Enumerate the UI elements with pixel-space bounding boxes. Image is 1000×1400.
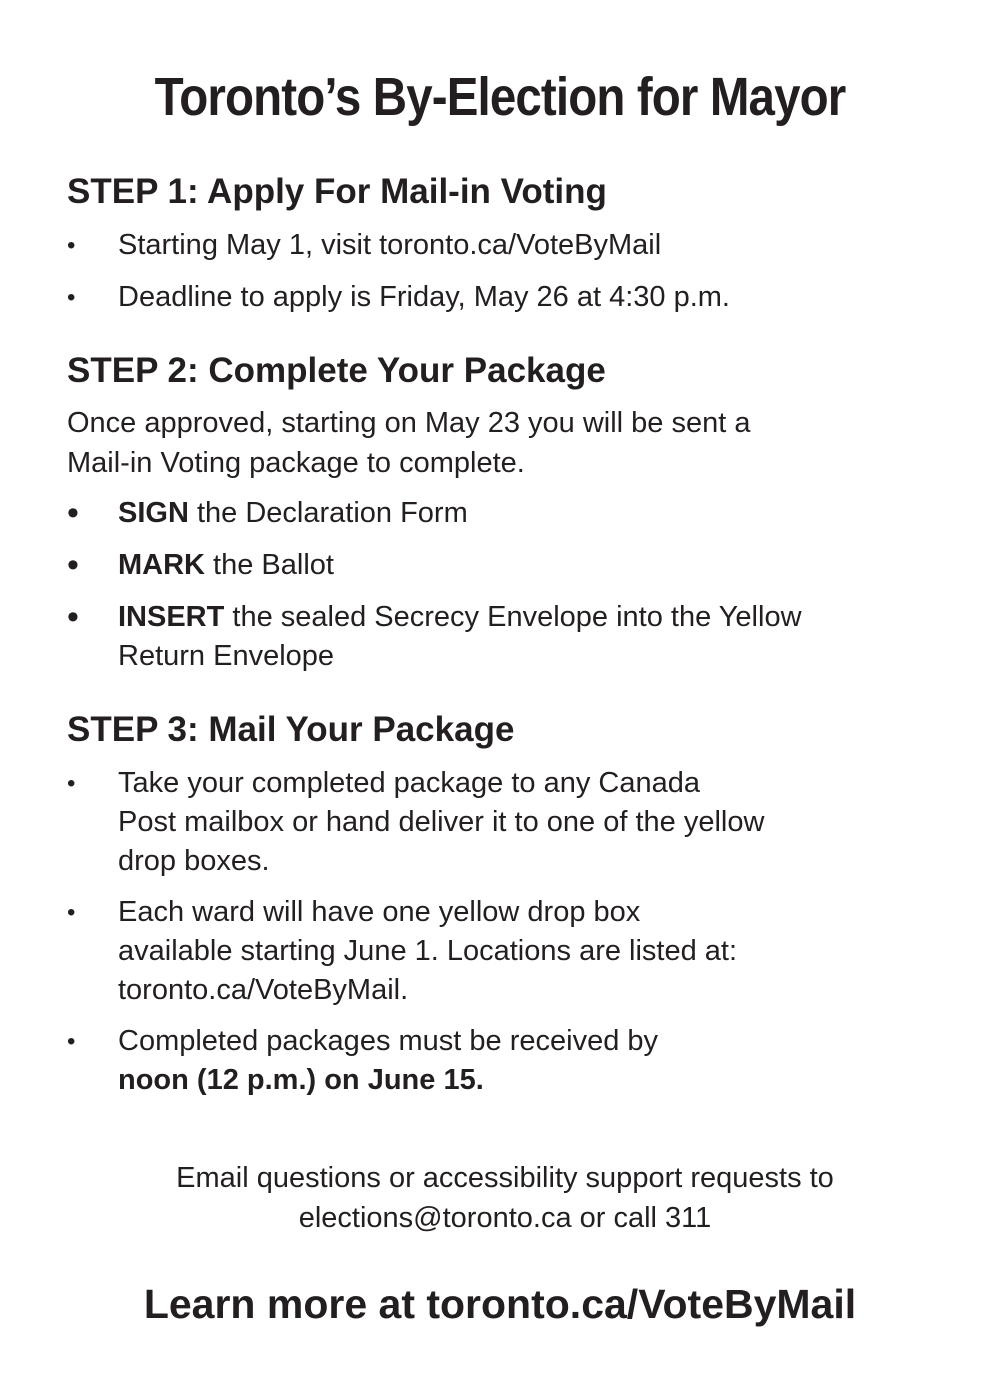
bullet-icon: • xyxy=(67,232,76,259)
step2-item-text: the Ballot xyxy=(205,549,334,581)
bullet-icon: • xyxy=(67,546,79,584)
step2-item-keyword: SIGN xyxy=(118,497,189,529)
step3-bullet-1 xyxy=(67,764,947,881)
step2-heading: STEP 2: Complete Your Package xyxy=(67,351,606,390)
step2-list xyxy=(67,494,947,676)
step2-item-keyword: MARK xyxy=(118,549,205,581)
step1-bullet-text: Deadline to apply is Friday, May 26 at 4:30 p.m. xyxy=(118,281,730,313)
contact-line2: elections@toronto.ca or call 311 xyxy=(298,1202,712,1234)
step2-item-keyword: INSERT xyxy=(118,601,225,633)
learn-more-text: Learn more at toronto.ca/VoteByMail xyxy=(143,1281,857,1327)
bullet-icon: • xyxy=(67,598,79,636)
bullet-icon: • xyxy=(67,284,76,311)
step1-bullet-1 xyxy=(67,226,947,265)
step3-bullet-2 xyxy=(67,893,947,1010)
step2-item-insert xyxy=(67,598,947,676)
step3-bullet-line: Take your completed package to any Canada xyxy=(118,767,700,799)
step2-item-text: the sealed Secrecy Envelope into the Yellow xyxy=(224,601,802,633)
bullet-icon: • xyxy=(67,770,76,797)
step1-bullet-2 xyxy=(67,278,947,317)
step2-item-mark xyxy=(67,546,947,585)
step3-bullet-line: toronto.ca/VoteByMail. xyxy=(118,974,409,1006)
step1-heading: STEP 1: Apply For Mail-in Voting xyxy=(67,172,607,211)
step3-deadline-text: noon (12 p.m.) on June 15. xyxy=(118,1064,484,1096)
step3-bullet-line: Each ward will have one yellow drop box xyxy=(118,896,641,928)
step3-bullet-3 xyxy=(67,1022,947,1100)
contact-info xyxy=(0,1158,1000,1238)
bullet-icon: • xyxy=(67,1028,76,1055)
step3-bullet-line: Completed packages must be received by xyxy=(118,1025,659,1057)
step2-item-text: the Declaration Form xyxy=(188,497,468,529)
step2-item-sign xyxy=(67,494,947,533)
contact-line1: Email questions or accessibility support requests to xyxy=(176,1162,834,1194)
step3-list xyxy=(67,764,947,1100)
bullet-icon: • xyxy=(67,494,79,532)
page-title: Toronto’s By-Election for Mayor xyxy=(154,67,846,127)
step2-intro xyxy=(67,403,927,483)
step2-item-text-line2: Return Envelope xyxy=(118,640,335,672)
step1-bullet-text: Starting May 1, visit toronto.ca/VoteByMail xyxy=(118,229,662,261)
step3-bullet-line: Post mailbox or hand deliver it to one of the yellow xyxy=(118,806,765,838)
step2-intro-line1: Once approved, starting on May 23 you will be sent a xyxy=(67,407,751,439)
step3-heading: STEP 3: Mail Your Package xyxy=(67,710,515,749)
bullet-icon: • xyxy=(67,899,76,926)
step2-intro-line2: Mail-in Voting package to complete. xyxy=(67,447,525,479)
step1-list xyxy=(67,226,947,317)
step3-bullet-line: available starting June 1. Locations are listed at: xyxy=(118,935,738,967)
step3-bullet-line: drop boxes. xyxy=(118,845,270,877)
